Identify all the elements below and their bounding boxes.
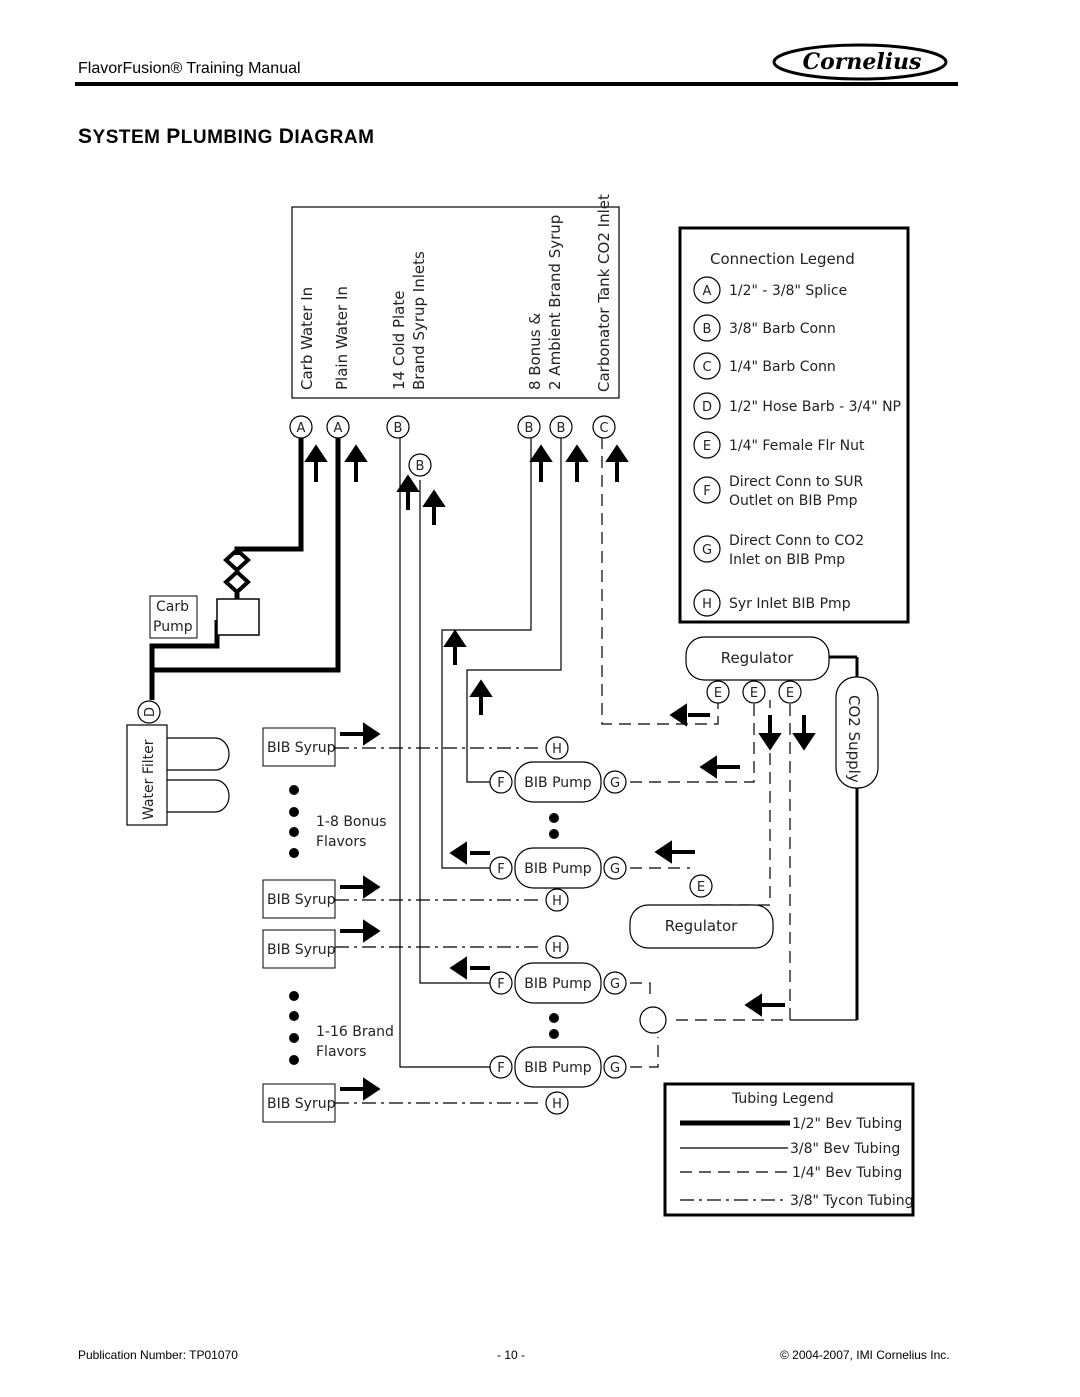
svg-text:G: G — [609, 862, 621, 877]
svg-text:BIB Syrup: BIB Syrup — [267, 1096, 336, 1112]
legend-letter-f: F — [703, 484, 711, 499]
label-plain-water-in: Plain Water In — [333, 286, 351, 390]
svg-text:BIB Syrup: BIB Syrup — [267, 892, 336, 908]
footer-page-number: - 10 - — [497, 1348, 526, 1362]
bonus-syrup-line-2 — [467, 437, 561, 782]
label-bonus-1: 8 Bonus & — [526, 312, 544, 390]
plumbing-diagram — [120, 160, 970, 1240]
legend-letter-e: E — [702, 439, 712, 454]
brand-flavors-line1: 1-16 Brand — [316, 1024, 394, 1040]
footer-copyright: © 2004-2007, IMI Cornelius Inc. — [780, 1348, 950, 1362]
connection-legend-title: Connection Legend — [710, 250, 855, 268]
tubing-legend-item-3: 1/4" Bev Tubing — [792, 1165, 903, 1181]
bonus-flavors-line1: 1-8 Bonus — [316, 814, 387, 830]
carb-pump-label-2: Pump — [153, 619, 193, 635]
co2-line-g1 — [630, 700, 754, 782]
svg-text:C: C — [599, 421, 609, 436]
svg-text:F: F — [497, 1061, 505, 1076]
legend-letter-a: A — [702, 284, 712, 299]
legend-letter-d: D — [701, 400, 713, 415]
svg-text:F: F — [497, 977, 505, 992]
svg-text:BIB Pump: BIB Pump — [524, 775, 592, 791]
legend-letter-h: H — [702, 597, 712, 612]
svg-text:BIB Pump: BIB Pump — [524, 976, 592, 992]
label-cold-plate-2: Brand Syrup Inlets — [410, 251, 428, 390]
svg-text:A: A — [296, 421, 306, 436]
co2-line-g4 — [630, 1037, 658, 1067]
svg-text:Cornelius: Cornelius — [802, 49, 922, 75]
water-filter-label: Water Filter — [141, 739, 157, 820]
svg-text:BIB Pump: BIB Pump — [524, 1060, 592, 1076]
label-cold-plate-1: 14 Cold Plate — [390, 290, 408, 390]
svg-text:B: B — [415, 459, 425, 474]
legend-text-d: 1/2" Hose Barb - 3/4" NP — [729, 399, 901, 415]
legend-text-e: 1/4" Female Flr Nut — [729, 438, 865, 454]
svg-text:B: B — [556, 421, 566, 436]
check-valves — [226, 550, 248, 592]
water-filter-cartridge-1 — [167, 738, 229, 770]
legend-text-g: Direct Conn to CO2 — [729, 533, 865, 549]
svg-text:E: E — [696, 880, 706, 895]
header-rule — [75, 82, 958, 86]
bonus-flavors-line2: Flavors — [316, 834, 367, 850]
svg-text:BIB Pump: BIB Pump — [524, 861, 592, 877]
brand-syrup-line-1 — [400, 437, 500, 1067]
svg-text:E: E — [785, 686, 795, 701]
svg-text:B: B — [524, 421, 534, 436]
water-filter-cartridge-2 — [167, 780, 229, 812]
legend-text-b: 3/8" Barb Conn — [729, 321, 836, 337]
svg-text:F: F — [497, 862, 505, 877]
brand-flavors-line2: Flavors — [316, 1044, 367, 1060]
legend-text-h: Syr Inlet BIB Pmp — [729, 596, 851, 612]
svg-text:D: D — [143, 706, 158, 718]
svg-text:E: E — [713, 686, 723, 701]
label-bonus-2: 2 Ambient Brand Syrup — [546, 214, 564, 390]
legend-letter-c: C — [702, 360, 712, 375]
co2-supply-label: CO2 Supply — [845, 695, 863, 783]
svg-text:F: F — [497, 776, 505, 791]
brand-syrup-line-2 — [420, 480, 500, 983]
tubing-legend-item-1: 1/2" Bev Tubing — [792, 1116, 903, 1132]
legend-text-a: 1/2" - 3/8" Splice — [729, 283, 848, 299]
svg-text:BIB Syrup: BIB Syrup — [267, 942, 336, 958]
carb-pump — [217, 599, 259, 635]
regulator-bottom-label: Regulator — [664, 917, 738, 935]
svg-text:G: G — [609, 977, 621, 992]
legend-letter-g: G — [701, 543, 713, 558]
label-carb-water-in: Carb Water In — [298, 286, 316, 390]
label-carbonator: Carbonator Tank CO2 Inlet — [595, 194, 613, 392]
carb-pump-label-1: Carb — [156, 599, 189, 615]
cornelius-logo — [770, 42, 950, 82]
legend-letter-b: B — [702, 322, 712, 337]
svg-text:H: H — [552, 1097, 562, 1112]
co2-line-g3 — [630, 983, 650, 1000]
tubing-legend-item-4: 3/8" Tycon Tubing — [790, 1193, 914, 1209]
footer-publication: Publication Number: TP01070 — [78, 1348, 238, 1362]
manual-title: FlavorFusion® Training Manual — [78, 60, 301, 77]
svg-text:H: H — [552, 941, 562, 956]
regulator-top-label: Regulator — [720, 649, 794, 667]
legend-text-f: Direct Conn to SUR — [729, 474, 864, 490]
tubing-legend-title: Tubing Legend — [732, 1091, 834, 1107]
carb-water-line — [237, 437, 301, 555]
tubing-legend-item-2: 3/8" Bev Tubing — [790, 1141, 901, 1157]
co2-manifold-line — [676, 700, 790, 1020]
tee-fitting — [640, 1007, 666, 1033]
svg-text:H: H — [552, 894, 562, 909]
svg-text:A: A — [333, 421, 343, 436]
svg-text:E: E — [749, 686, 759, 701]
svg-text:H: H — [552, 742, 562, 757]
svg-text:G: G — [609, 1061, 621, 1076]
legend-text2-g: Inlet on BIB Pmp — [729, 552, 846, 568]
co2-line-e4 — [701, 700, 770, 905]
svg-text:G: G — [609, 776, 621, 791]
svg-text:B: B — [393, 421, 403, 436]
page-title: SYSTEM PLUMBING DIAGRAM — [78, 125, 375, 148]
svg-text:BIB Syrup: BIB Syrup — [267, 740, 336, 756]
legend-text-c: 1/4" Barb Conn — [729, 359, 836, 375]
legend-text2-f: Outlet on BIB Pmp — [729, 493, 858, 509]
